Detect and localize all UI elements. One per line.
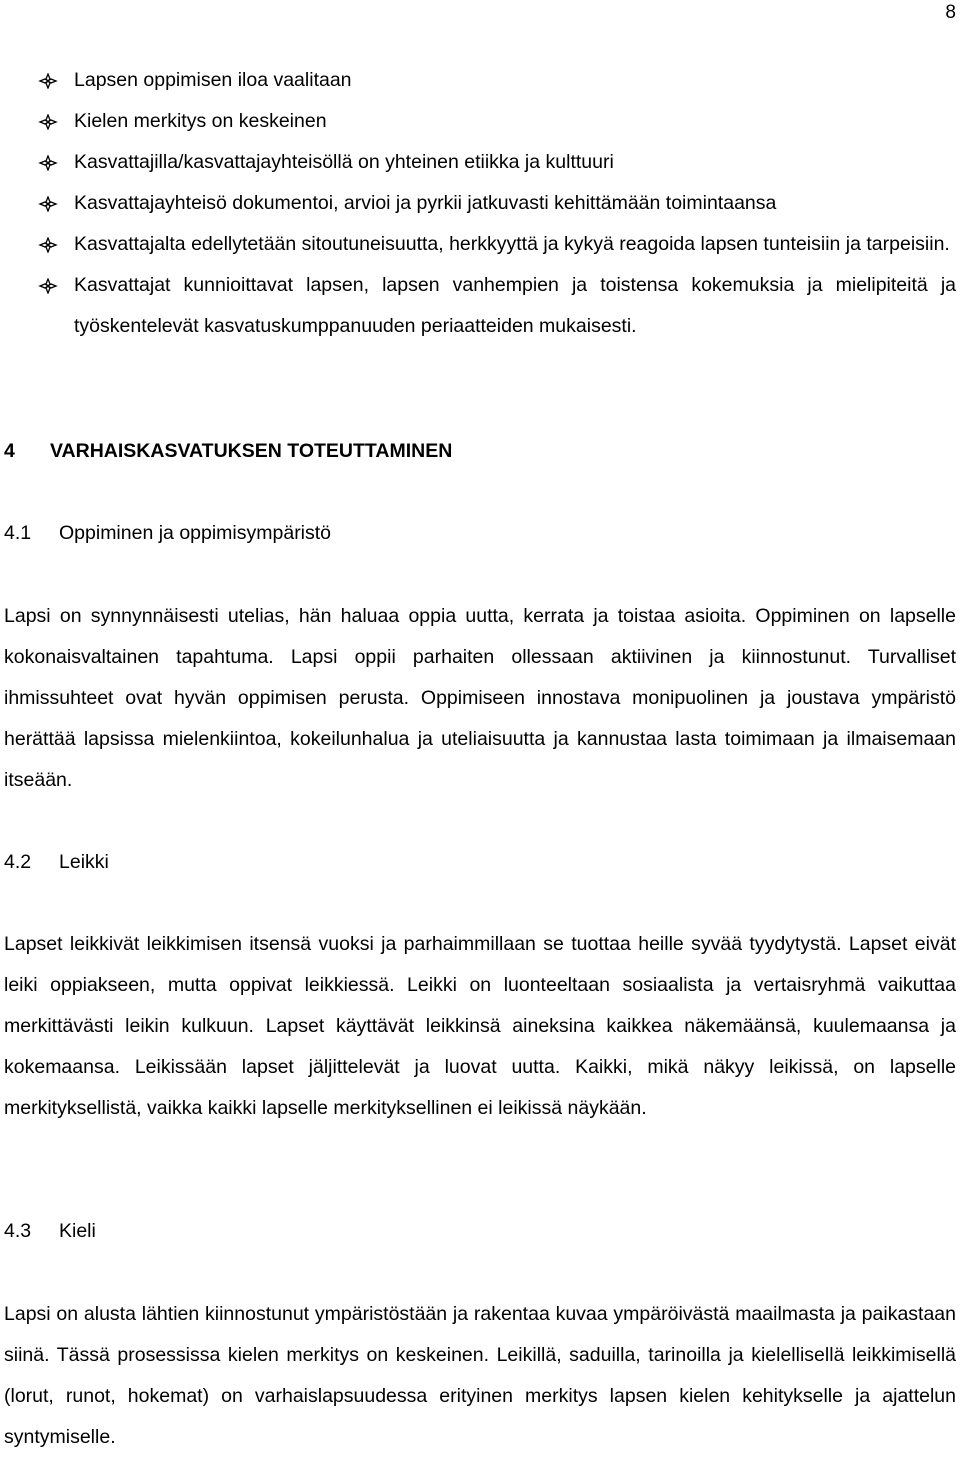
- subsection-title: Oppiminen ja oppimisympäristö: [59, 522, 332, 544]
- page-number: 8: [945, 2, 956, 23]
- bullet-text: Kielen merkitys on keskeinen: [74, 110, 327, 132]
- bullet-text: Lapsen oppimisen iloa vaalitaan: [74, 69, 352, 91]
- list-item: [0, 101, 960, 142]
- bullet-text: Kasvattajayhteisö dokumentoi, arvioi ja pyrkii jatkuvasti kehittämään toimintaansa: [74, 192, 777, 214]
- paragraph: Lapsi on synnynnäisesti utelias, hän haluaa oppia uutta, kerrata ja toistaa asioita. Oppiminen on lapselle kokonaisvaltainen tapahtuma. Lapsi oppii parhaiten ollessaan aktiivinen ja kiinnostunut. Turvalliset ihmissuhteet ovat hyvän oppimisen perusta. Oppimiseen innostava monipuolinen ja joustava ympäristö herättää lapsissa mielenkiintoa, kokeilunhalua ja uteliaisuutta ja kannustaa lasta toimimaan ja ilmaisemaan itseään.: [4, 605, 956, 791]
- bullet-text: Kasvattajilla/kasvattajayhteisöllä on yhteinen etiikka ja kulttuuri: [74, 151, 614, 173]
- bullet-text: Kasvattajalta edellytetään sitoutuneisuutta, herkkyyttä ja kykyä reagoida lapsen tunteisiin ja tarpeisiin.: [74, 233, 950, 255]
- subsection-title: Leikki: [59, 851, 109, 873]
- section-number: 4: [4, 440, 15, 462]
- bullet-text: Kasvattajat kunnioittavat lapsen, lapsen vanhempien ja toistensa kokemuksia ja mielipiteitä ja työskentelevät kasvatuskumppanuuden periaatteiden mukaisesti.: [74, 274, 956, 337]
- list-item: [0, 224, 960, 265]
- subsection-title: Kieli: [59, 1220, 96, 1242]
- subsection-heading: [4, 842, 109, 883]
- diamond-bullet-icon: [38, 155, 58, 171]
- diamond-bullet-icon: [38, 114, 58, 130]
- bullet-list: [0, 60, 960, 347]
- list-item: [0, 265, 960, 347]
- subsection-number: 4.1: [4, 522, 32, 544]
- subsection-number: 4.2: [4, 851, 32, 873]
- subsection-heading: [4, 513, 331, 554]
- paragraph: Lapset leikkivät leikkimisen itsensä vuoksi ja parhaimmillaan se tuottaa heille syvää tyydytystä. Lapset eivät leiki oppiakseen, mutta oppivat leikkiessä. Leikki on luonteeltaan sosiaalista ja vertaisryhmä vaikuttaa merkittävästi leikin kulkuun. Lapset käyttävät leikkinsä aineksina kaikkea näkemäänsä, kuulemaansa ja kokemaansa. Leikissään lapset jäljittelevät ja luovat uutta. Kaikki, mikä näkyy leikissä, on lapselle merkityksellistä, vaikka kaikki lapselle merkityksellinen ei leikissä näykään.: [4, 933, 956, 1119]
- diamond-bullet-icon: [38, 278, 58, 294]
- subsection-heading: [4, 1211, 96, 1252]
- list-item: [0, 183, 960, 224]
- diamond-bullet-icon: [38, 196, 58, 212]
- list-item: [0, 142, 960, 183]
- diamond-bullet-icon: [38, 73, 58, 89]
- section-title: VARHAISKASVATUKSEN TOTEUTTAMINEN: [50, 440, 453, 462]
- diamond-bullet-icon: [38, 237, 58, 253]
- list-item: [0, 60, 960, 101]
- section-heading: [4, 431, 452, 472]
- paragraph: Lapsi on alusta lähtien kiinnostunut ympäristöstään ja rakentaa kuvaa ympäröivästä maailmasta ja paikastaan siinä. Tässä prosessissa kielen merkitys on keskeinen. Leikillä, saduilla, tarinoilla ja kielellisellä leikkimisellä (lorut, runot, hokemat) on varhaislapsuudessa erityinen merkitys lapsen kielen kehitykselle ja ajattelun syntymiselle.: [4, 1303, 956, 1448]
- subsection-number: 4.3: [4, 1220, 32, 1242]
